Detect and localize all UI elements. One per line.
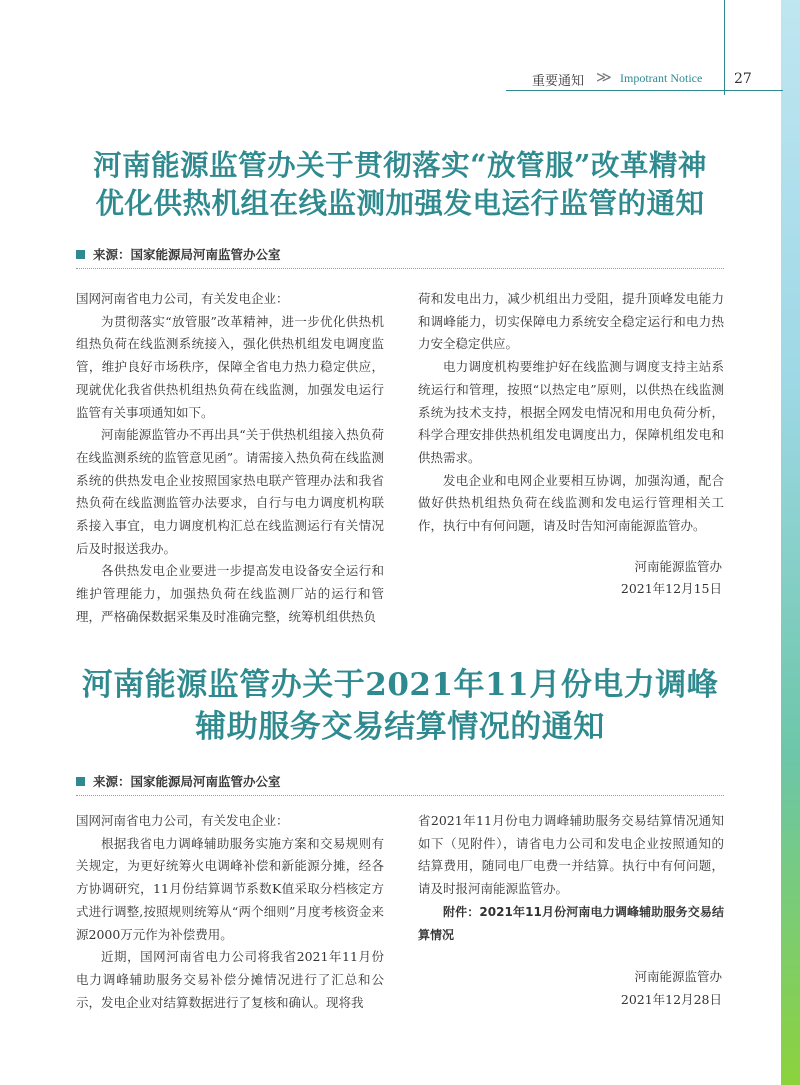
article1-paragraph: 为贯彻落实“放管服”改革精神，进一步优化供热机组热负荷在线监测系统接入，强化供热机组发电调度监管，维护良好市场秩序，保障全省电力热力稳定供应，现就优化我省供热机组热负荷在线监测，加强发电运行监管有关事项通知如下。 — [76, 313, 384, 420]
article1-paragraph: 发电企业和电网企业要相互协调，加强沟通，配合做好供热机组热负荷在线监测和发电运行管理相关工作，执行中有何问题，请及时告知河南能源监管办。 — [418, 472, 724, 534]
article1-salutation: 国网河南省电力公司，有关发电企业： — [76, 291, 289, 306]
article2-paragraph: 根据我省电力调峰辅助服务实施方案和交易规则有关规定，为更好统筹火电调峰补偿和新能源分摊，经各方协调研究，11月份结算调节系数K值采取分档核定方式进行调整,按照规则统筹从“两个细则”月度考核资金来源2000万元作为补偿费用。 — [76, 835, 384, 942]
article2-signature: 河南能源监管办 — [634, 969, 722, 985]
article2-paragraph: 省2021年11月份电力调峰辅助服务交易结算情况通知如下（见附件），请省电力公司和发电企业按照通知的结算费用，随同电厂电费一并结算。执行中有何问题，请及时报河南能源监管办。 — [418, 813, 724, 897]
double-chevron-icon: ≫ — [596, 68, 612, 86]
article2-title — [40, 664, 760, 748]
article1-paragraph: 荷和发电出力，减少机组出力受阻，提升顶峰发电能力和调峰能力，切实保障电力系统安全稳定运行和电力热力安全稳定供应。 — [418, 291, 724, 352]
article2-left-column — [76, 810, 384, 1014]
article1-title — [40, 146, 760, 222]
article1-left-column — [76, 288, 384, 629]
article1-paragraph: 电力调度机构要维护好在线监测与调度支持主站系统运行和管理，按照“以热定电”原则，以供热在线监测系统为技术支持，根据全网发电情况和用电负荷分析，科学合理安排供热机组发电调度出力，保障机组发电和供热需求。 — [418, 359, 724, 465]
section-title-zh: 重要通知 — [532, 74, 585, 89]
page-number: 27 — [734, 71, 752, 87]
article2-salutation: 国网河南省电力公司，有关发电企业： — [76, 813, 289, 828]
decorative-gradient-bar — [781, 0, 800, 1085]
square-bullet-icon — [76, 250, 85, 259]
article1-title-line1: 河南能源监管办关于贯彻落实“放管服”改革精神 — [93, 148, 707, 182]
article1-date: 2021年12月15日 — [620, 581, 722, 597]
article1-paragraph: 各供热发电企业要进一步提高发电设备安全运行和维护管理能力，加强热负荷在线监测厂站的运行和管理，严格确保数据采集及时准确完整，统筹机组供热负 — [76, 563, 384, 624]
square-bullet-icon — [76, 777, 85, 786]
article2-attachment: 附件：2021年11月份河南电力调峰辅助服务交易结算情况 — [418, 904, 724, 942]
article1-right-column — [418, 288, 724, 601]
article2-divider — [76, 795, 724, 796]
article1-title-line2: 优化供热机组在线监测加强发电运行监管的通知 — [95, 186, 705, 220]
article2-date: 2021年12月28日 — [620, 991, 722, 1007]
article2-title-line2: 辅助服务交易结算情况的通知 — [195, 709, 605, 745]
header-vertical-rule — [724, 0, 725, 95]
article2-right-column — [418, 810, 724, 1012]
article2-source: 来源：国家能源局河南监管办公室 — [76, 772, 281, 788]
header-rule — [506, 90, 783, 91]
article1-divider — [76, 268, 724, 269]
article1-source: 来源：国家能源局河南监管办公室 — [76, 245, 281, 261]
article2-title-line1: 河南能源监管办关于2021年11月份电力调峰 — [81, 667, 719, 703]
article1-signature: 河南能源监管办 — [634, 558, 722, 574]
article1-paragraph: 河南能源监管办不再出具“关于供热机组接入热负荷在线监测系统的监管意见函”。请需接入热负荷在线监测系统的供热发电企业按照国家热电联产管理办法和我省热负荷在线监测监管办法要求，自行与电力调度机构联系接入事宜，电力调度机构汇总在线监测运行有关情况后及时报送我办。 — [76, 427, 384, 556]
running-header — [480, 68, 716, 88]
section-title-en: Impotrant Notice — [620, 71, 703, 85]
article2-paragraph: 近期，国网河南省电力公司将我省2021年11月份电力调峰辅助服务交易补偿分摊情况进行了汇总和公示，发电企业对结算数据进行了复核和确认。现将我 — [76, 949, 384, 1010]
